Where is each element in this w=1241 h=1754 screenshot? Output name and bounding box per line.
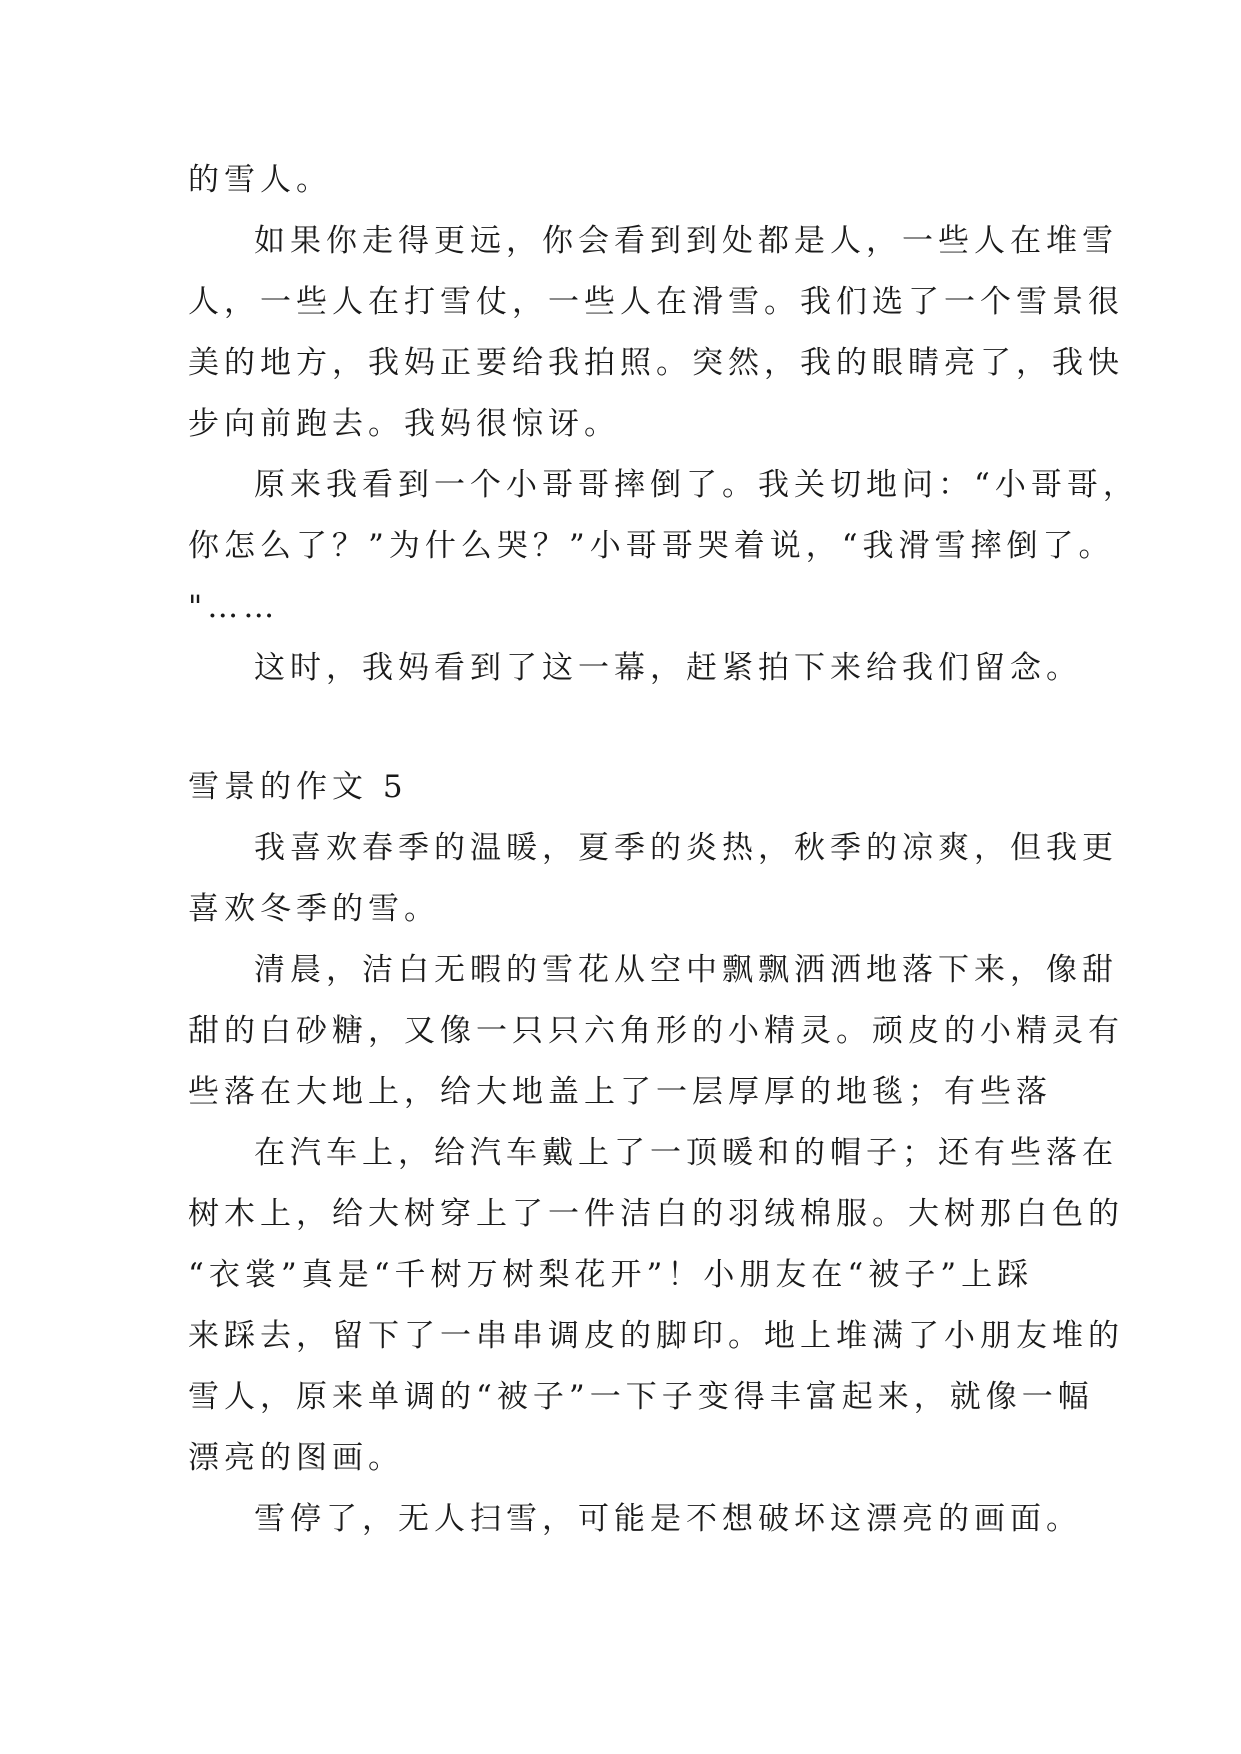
text-line: “衣裳”真是“千树万树梨花开”！小朋友在“被子”上踩 bbox=[188, 1257, 1034, 1293]
paragraph bbox=[188, 940, 1124, 1123]
paragraph bbox=[188, 1123, 1124, 1489]
text-line: 如果你走得更远，你会看到到处都是人，一些人在堆雪 bbox=[254, 223, 1118, 259]
text-line: 原来我看到一个小哥哥摔倒了。我关切地问：“小哥哥， bbox=[254, 467, 1139, 503]
text-line: 来踩去，留下了一串串调皮的脚印。地上堆满了小朋友堆的 bbox=[188, 1318, 1124, 1354]
paragraph bbox=[188, 638, 1082, 699]
text-line: "…… bbox=[188, 589, 280, 625]
text-line: 步向前跑去。我妈很惊讶。 bbox=[188, 406, 620, 442]
text-line: 在汽车上，给汽车戴上了一顶暖和的帽子；还有些落在 bbox=[254, 1135, 1118, 1171]
section-title: 雪景的作文 5 bbox=[188, 769, 408, 805]
text-line: 喜欢冬季的雪。 bbox=[188, 891, 440, 927]
text-line: 人，一些人在打雪仗，一些人在滑雪。我们选了一个雪景很 bbox=[188, 284, 1124, 320]
text-line: 甜的白砂糖，又像一只只六角形的小精灵。顽皮的小精灵有 bbox=[188, 1013, 1124, 1049]
text-line: 你怎么了？”为什么哭？”小哥哥哭着说，“我滑雪摔倒了。 bbox=[188, 528, 1115, 564]
text-line: 我喜欢春季的温暖，夏季的炎热，秋季的凉爽，但我更 bbox=[254, 830, 1118, 866]
paragraph bbox=[188, 211, 1124, 455]
text-line: 树木上，给大树穿上了一件洁白的羽绒棉服。大树那白色的 bbox=[188, 1196, 1124, 1232]
paragraph bbox=[188, 455, 1139, 638]
text-line: 雪停了，无人扫雪，可能是不想破坏这漂亮的画面。 bbox=[254, 1501, 1082, 1537]
text-line: 美的地方，我妈正要给我拍照。突然，我的眼睛亮了，我快 bbox=[188, 345, 1124, 381]
text-line: 这时，我妈看到了这一幕，赶紧拍下来给我们留念。 bbox=[254, 650, 1082, 686]
section-gap bbox=[188, 699, 1058, 757]
document-page bbox=[188, 150, 1139, 1550]
text-line: 些落在大地上，给大地盖上了一层厚厚的地毯；有些落 bbox=[188, 1074, 1052, 1110]
paragraph bbox=[188, 1489, 1082, 1550]
text-line: 雪人，原来单调的“被子”一下子变得丰富起来，就像一幅 bbox=[188, 1379, 1094, 1415]
paragraph bbox=[188, 818, 1118, 940]
text-line: 的雪人。 bbox=[188, 162, 332, 198]
text-line: 漂亮的图画。 bbox=[188, 1440, 404, 1476]
text-line: 清晨，洁白无暇的雪花从空中飘飘洒洒地落下来，像甜 bbox=[254, 952, 1118, 988]
